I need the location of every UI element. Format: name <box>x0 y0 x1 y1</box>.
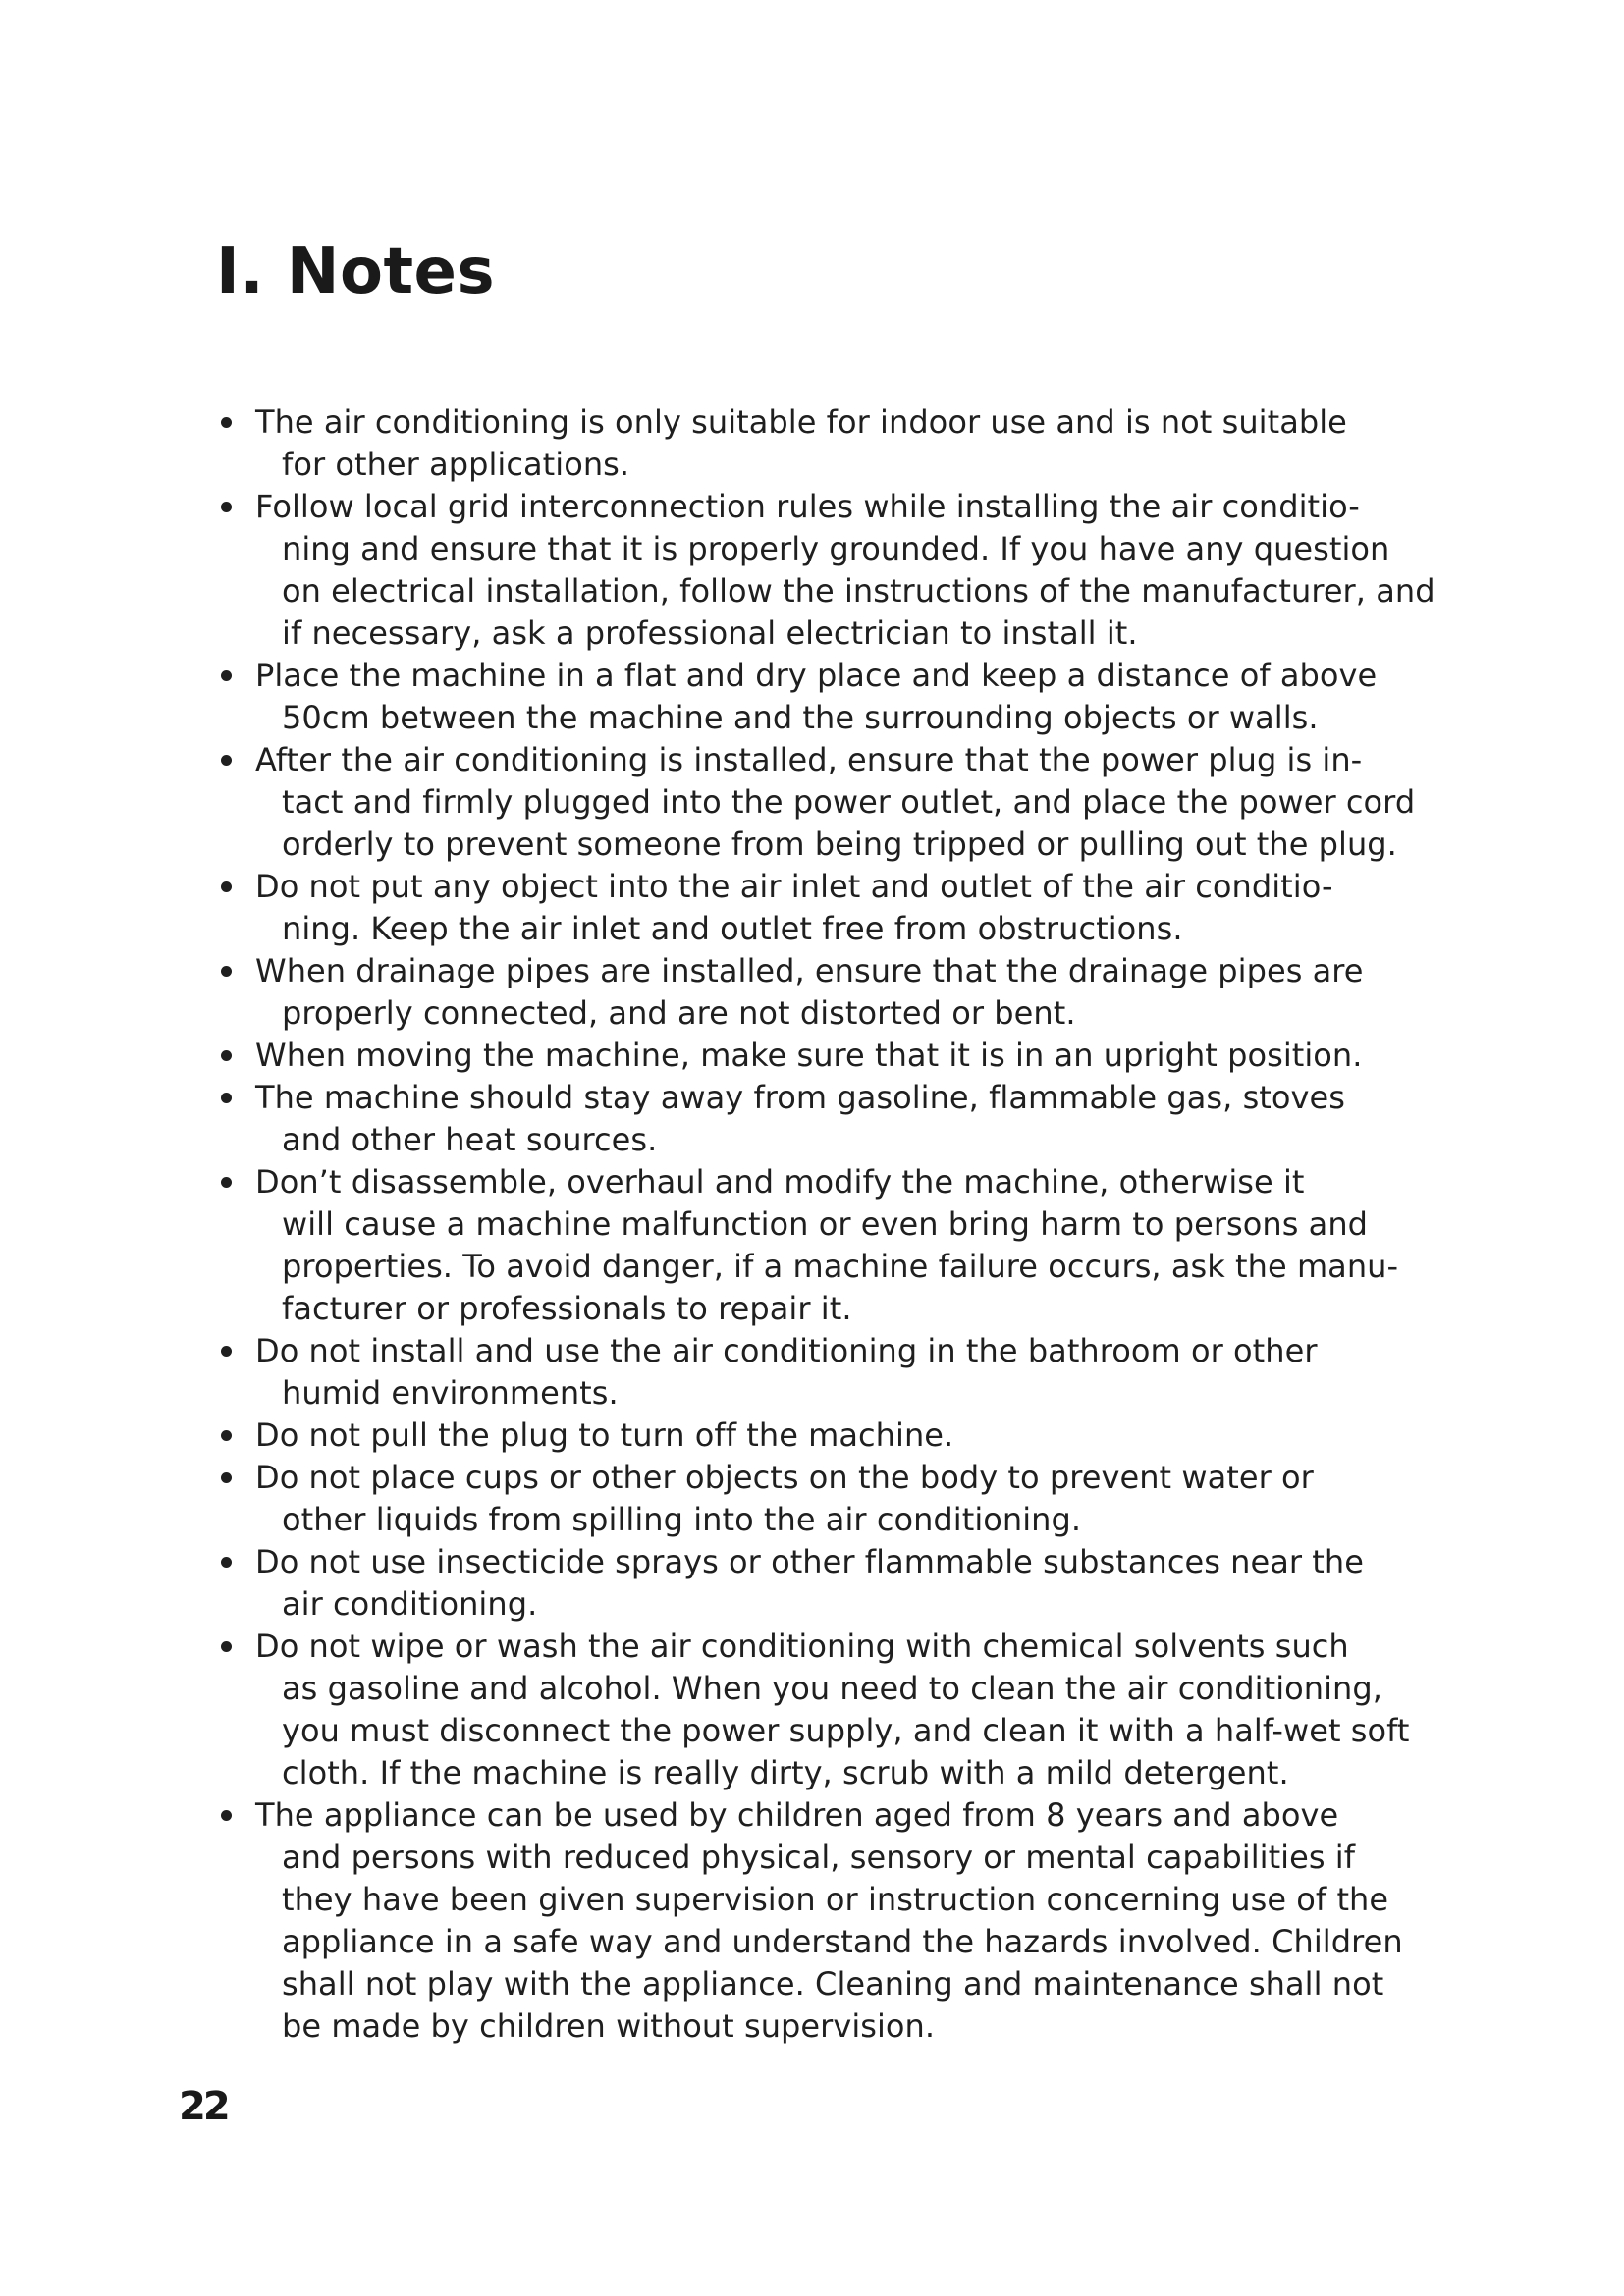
note-line: shall not play with the appliance. Cleaning and maintenance shall not <box>282 1965 1384 2002</box>
page-number: 22 <box>179 2084 228 2129</box>
note-line: After the air conditioning is installed, ensure that the power plug is in- <box>255 741 1363 778</box>
note-line: other liquids from spilling into the air conditioning. <box>282 1501 1082 1538</box>
note-line: be made by children without supervision. <box>282 2007 936 2045</box>
note-line: orderly to prevent someone from being tripped or pulling out the plug. <box>282 826 1397 863</box>
note-line: will cause a machine malfunction or even bring harm to persons and <box>282 1205 1369 1243</box>
bullet-icon <box>216 1077 236 1119</box>
note-line: and persons with reduced physical, sensory or mental capabilities if <box>282 1839 1356 1876</box>
note-line: appliance in a safe way and understand the hazards involved. Children <box>282 1923 1403 1960</box>
page-title: I. Notes <box>216 236 496 308</box>
bullet-icon <box>216 1330 236 1372</box>
note-line: ning. Keep the air inlet and outlet free from obstructions. <box>282 910 1183 947</box>
note-line: The appliance can be used by children aged from 8 years and above <box>255 1796 1339 1834</box>
bullet-icon <box>216 1035 236 1077</box>
note-line: you must disconnect the power supply, and clean it with a half-wet soft <box>282 1712 1410 1749</box>
bullet-icon <box>216 486 236 528</box>
note-line: and other heat sources. <box>282 1121 658 1158</box>
note-line: When moving the machine, make sure that it is in an upright position. <box>255 1037 1363 1074</box>
note-line: humid environments. <box>282 1374 619 1412</box>
bullet-icon <box>216 950 236 992</box>
note-line: The machine should stay away from gasoline, flammable gas, stoves <box>255 1079 1345 1116</box>
note-line: air conditioning. <box>282 1585 538 1623</box>
note-line: Do not install and use the air conditioning in the bathroom or other <box>255 1332 1318 1369</box>
bullet-icon <box>216 1541 236 1583</box>
note-line: Don’t disassemble, overhaul and modify the machine, otherwise it <box>255 1163 1305 1201</box>
note-line: When drainage pipes are installed, ensure that the drainage pipes are <box>255 952 1364 989</box>
note-line: Follow local grid interconnection rules while installing the air conditio- <box>255 488 1360 525</box>
note-line: as gasoline and alcohol. When you need to clean the air conditioning, <box>282 1670 1382 1707</box>
note-line: properties. To avoid danger, if a machine failure occurs, ask the manu- <box>282 1248 1399 1285</box>
note-line: Do not place cups or other objects on the body to prevent water or <box>255 1459 1314 1496</box>
note-line: Do not use insecticide sprays or other flammable substances near the <box>255 1543 1364 1580</box>
bullet-icon <box>216 739 236 781</box>
bullet-icon <box>216 1161 236 1203</box>
note-line: 50cm between the machine and the surrounding objects or walls. <box>282 699 1319 736</box>
note-line: ning and ensure that it is properly grounded. If you have any question <box>282 530 1390 567</box>
note-line: facturer or professionals to repair it. <box>282 1290 852 1327</box>
note-line: properly connected, and are not distorted or bent. <box>282 994 1076 1032</box>
note-line: cloth. If the machine is really dirty, scrub with a mild detergent. <box>282 1754 1289 1791</box>
note-line: Place the machine in a flat and dry place and keep a distance of above <box>255 657 1378 694</box>
note-line: on electrical installation, follow the instructions of the manufacturer, and <box>282 572 1435 610</box>
bullet-icon <box>216 1794 236 1837</box>
bullet-icon <box>216 1415 236 1457</box>
bullet-icon <box>216 655 236 697</box>
note-line: Do not put any object into the air inlet and outlet of the air conditio- <box>255 868 1333 905</box>
note-line: Do not pull the plug to turn off the machine. <box>255 1416 954 1454</box>
note-line: tact and firmly plugged into the power outlet, and place the power cord <box>282 783 1416 821</box>
bullet-icon <box>216 1626 236 1668</box>
note-line: The air conditioning is only suitable for indoor use and is not suitable <box>255 403 1347 441</box>
bullet-icon <box>216 401 236 444</box>
note-line: for other applications. <box>282 446 630 483</box>
note-line: Do not wipe or wash the air conditioning with chemical solvents such <box>255 1628 1349 1665</box>
bullet-icon <box>216 1457 236 1499</box>
bullet-icon <box>216 866 236 908</box>
note-line: they have been given supervision or instruction concerning use of the <box>282 1881 1389 1918</box>
note-line: if necessary, ask a professional electrician to install it. <box>282 614 1138 652</box>
